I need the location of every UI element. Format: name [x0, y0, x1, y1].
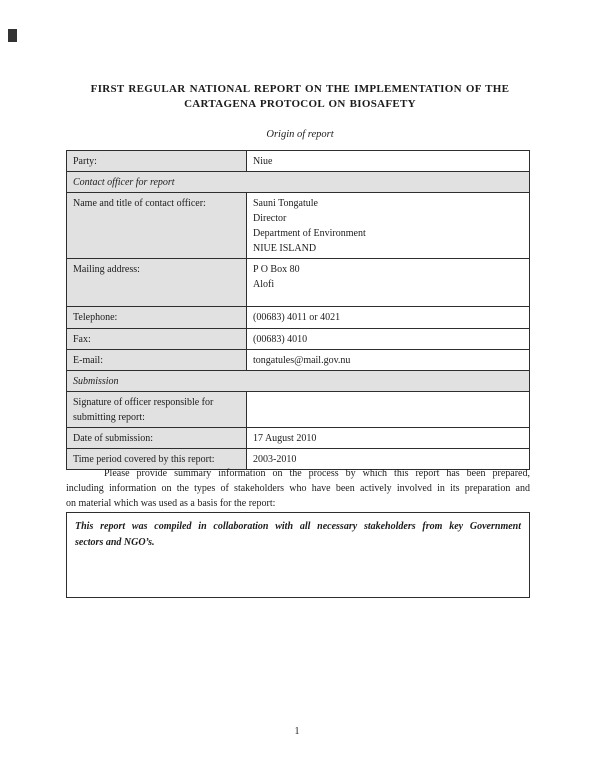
response-line: sectors and NGO’s. — [75, 537, 155, 548]
page-number: 1 — [294, 726, 300, 737]
row-label: Name and title of contact officer: — [67, 193, 247, 259]
row-value: Niue — [247, 151, 530, 172]
row-value-empty — [247, 392, 530, 428]
row-value: (00683) 4011 or 4021 — [247, 307, 530, 329]
document-title — [0, 82, 600, 111]
row-value — [247, 193, 530, 259]
table-section-row-submission — [67, 371, 530, 392]
value-line: Alofi — [253, 279, 275, 290]
value-line: P O Box 80 — [253, 264, 300, 275]
section-row-label: Submission — [67, 371, 530, 392]
instruction-line: including information on the types of stakeholders who have been actively involved in its preparation and — [66, 483, 530, 494]
table-section-row-contact-officer — [67, 172, 530, 193]
scan-artifact-mark — [8, 29, 17, 42]
row-value — [247, 259, 530, 307]
response-line: This report was compiled in collaboration with all necessary stakeholders from key Government — [75, 521, 521, 532]
row-value: 17 August 2010 — [247, 428, 530, 449]
table-row-mailing-address — [67, 259, 530, 307]
value-line: Sauni Tongatule — [253, 198, 318, 209]
instruction-line: on material which was used as a basis for the report: — [66, 498, 276, 509]
value-line: Department of Environment — [253, 228, 366, 239]
document-title-line2: CARTAGENA PROTOCOL ON BIOSAFETY — [184, 97, 416, 110]
table-row-telephone — [67, 307, 530, 329]
section-row-label: Contact officer for report — [67, 172, 530, 193]
row-label: Time period covered by this report: — [67, 449, 247, 470]
row-label: Telephone: — [67, 307, 247, 329]
instruction-paragraph — [66, 466, 530, 511]
row-label: Fax: — [67, 329, 247, 350]
table-row-email — [67, 350, 530, 371]
summary-response-box — [66, 512, 530, 598]
row-label: Party: — [67, 151, 247, 172]
document-title-line1: FIRST REGULAR NATIONAL REPORT ON THE IMPLEMENTATION OF THE — [90, 83, 510, 95]
row-label: Mailing address: — [67, 259, 247, 307]
origin-of-report-table — [66, 150, 530, 470]
row-label: E-mail: — [67, 350, 247, 371]
table-row-party — [67, 151, 530, 172]
value-line: NIUE ISLAND — [253, 243, 317, 254]
table-row-date-of-submission — [67, 428, 530, 449]
table-row-signature — [67, 392, 530, 428]
row-value: 2003-2010 — [247, 449, 530, 470]
row-label: Signature of officer responsible for submitting report: — [67, 392, 247, 428]
origin-of-report-heading: Origin of report — [266, 129, 334, 140]
table-row-contact-name — [67, 193, 530, 259]
table-row-fax — [67, 329, 530, 350]
row-label: Date of submission: — [67, 428, 247, 449]
row-value: (00683) 4010 — [247, 329, 530, 350]
row-value: tongatules@mail.gov.nu — [247, 350, 530, 371]
value-line: Director — [253, 213, 287, 224]
instruction-line: Please provide summary information on the process by which this report has been prepared, — [104, 468, 530, 479]
